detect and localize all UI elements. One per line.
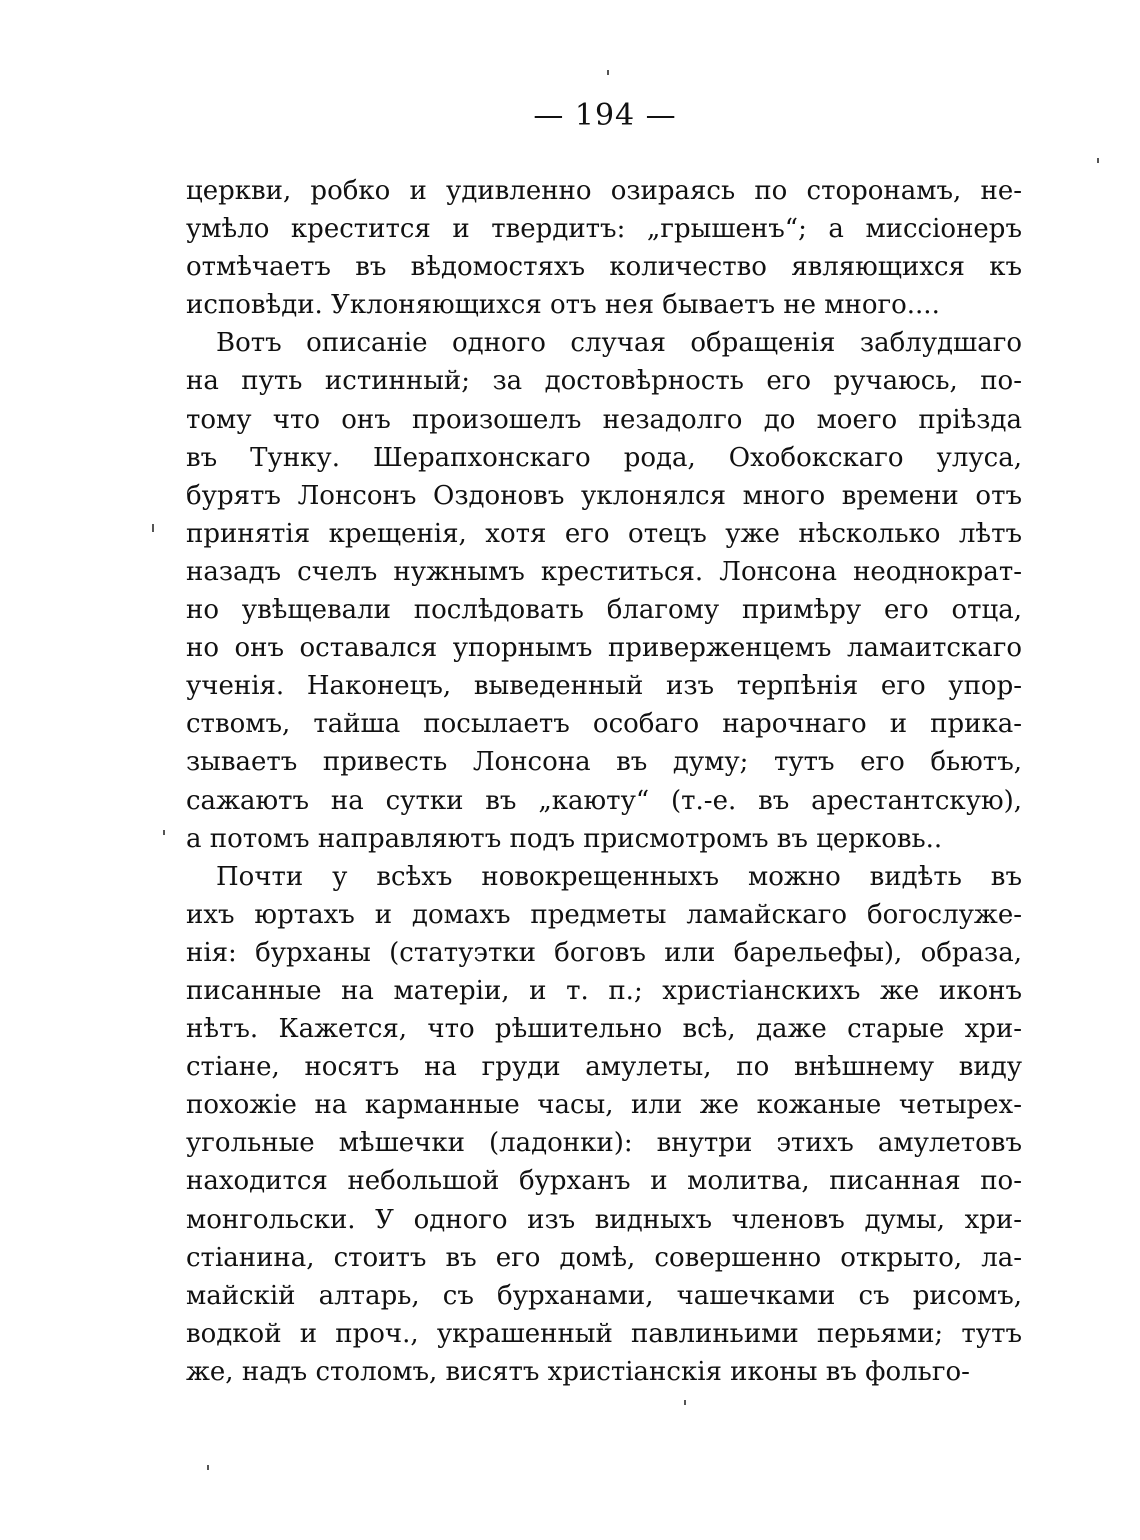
text-line: на путь истинный; за достовѣрность его ручаюсь, по- [186, 366, 1022, 397]
scan-speck [207, 1465, 209, 1470]
text-line: тому что онъ произошелъ незадолго до моего пріѣзда [186, 404, 1022, 435]
text-line: угольные мѣшечки (ладонки): внутри этихъ амулетовъ [186, 1128, 1022, 1159]
text-line: исповѣди. Уклоняющихся отъ нея бываетъ не много.... [186, 290, 940, 321]
text-line: ихъ юртахъ и домахъ предметы ламайскаго богослуже- [186, 899, 1022, 930]
text-line: Вотъ описаніе одного случая обращенія заблудшаго [216, 328, 1022, 359]
page-number: — 194 — [533, 98, 677, 133]
text-line: майскій алтарь, съ бурханами, чашечками съ рисомъ, [186, 1280, 1022, 1311]
scan-speck [607, 70, 609, 75]
text-line: нѣтъ. Кажется, что рѣшительно всѣ, даже старые хри- [186, 1014, 1022, 1045]
text-line: нія: бурханы (статуэтки боговъ или барельефы), образа, [186, 937, 1022, 968]
text-line: же, надъ столомъ, висятъ христіанскія иконы въ фольго- [186, 1356, 970, 1387]
text-line: но онъ оставался упорнымъ приверженцемъ ламаитскаго [186, 633, 1022, 664]
text-line: водкой и проч., украшенный павлиньими перьями; тутъ [186, 1318, 1022, 1349]
text-line: назадъ счелъ нужнымъ креститься. Лонсона неоднократ- [186, 556, 1022, 587]
scan-speck [163, 830, 165, 835]
text-line: въ Тунку. Шерапхонскаго рода, Охобокскаго улуса, [186, 442, 1022, 473]
text-line: а потомъ направляютъ подъ присмотромъ въ церковь.. [186, 823, 943, 854]
scan-speck [152, 524, 154, 532]
text-line: зываетъ привесть Лонсона въ думу; тутъ его бьютъ, [186, 747, 1022, 778]
text-line: похожіе на карманные часы, или же кожаные четырех- [186, 1090, 1022, 1121]
text-line: сажаютъ на сутки въ „каюту“ (т.-е. въ арестантскую), [186, 785, 1022, 816]
text-line: но увѣщевали послѣдовать благому примѣру его отца, [186, 595, 1022, 626]
text-line: стіане, носятъ на груди амулеты, по внѣшнему виду [186, 1052, 1022, 1083]
text-line: принятія крещенія, хотя его отецъ уже нѣсколько лѣтъ [186, 518, 1022, 549]
text-line: бурятъ Лонсонъ Оздоновъ уклонялся много времени отъ [186, 480, 1022, 511]
text-line: ученія. Наконецъ, выведенный изъ терпѣнія его упор- [186, 671, 1022, 702]
text-line: писанные на матеріи, и т. п.; христіанскихъ же иконъ [186, 975, 1022, 1006]
text-line: отмѣчаетъ въ вѣдомостяхъ количество являющихся къ [186, 252, 1022, 283]
text-line: ствомъ, тайша посылаетъ особаго нарочнаго и прика- [186, 709, 1022, 740]
text-line: находится небольшой бурханъ и молитва, писанная по- [186, 1166, 1022, 1197]
text-line: стіанина, стоитъ въ его домѣ, совершенно открыто, ла- [186, 1242, 1022, 1273]
text-line: церкви, робко и удивленно озираясь по сторонамъ, не- [186, 176, 1022, 206]
scan-speck [1097, 158, 1099, 163]
text-line: умѣло креститcя и твердитъ: „грышенъ“; а миссіонеръ [186, 214, 1022, 245]
text-line: Почти у всѣхъ новокрещенныхъ можно видѣть въ [216, 861, 1022, 892]
body-text [186, 172, 1022, 1391]
text-line: монгольски. У одного изъ видныхъ членовъ думы, хри- [186, 1204, 1022, 1235]
scan-speck [684, 1400, 686, 1405]
